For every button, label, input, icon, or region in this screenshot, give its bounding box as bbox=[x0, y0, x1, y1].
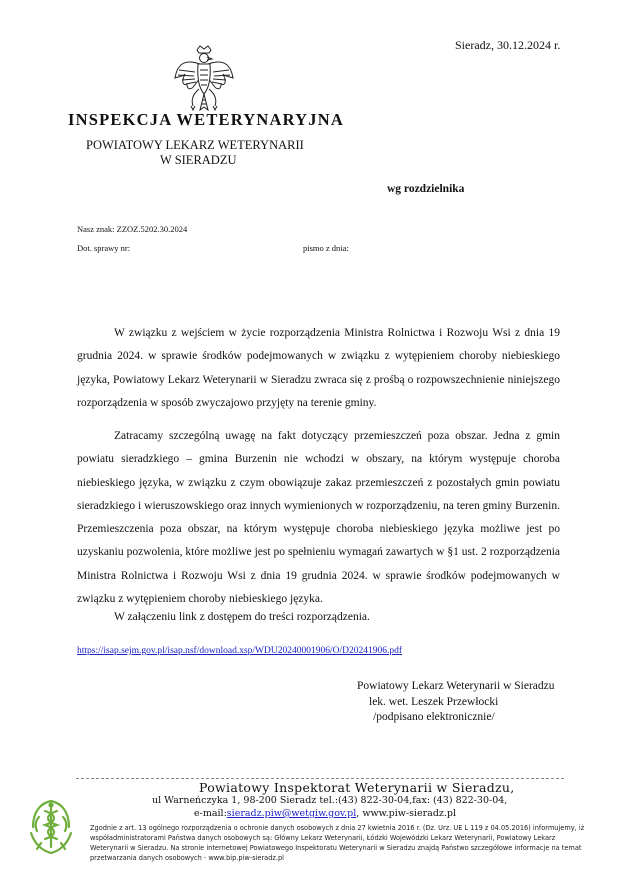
office-name-line2: W SIERADZU bbox=[160, 153, 237, 167]
case-number-label: Dot. sprawy nr: bbox=[77, 243, 131, 253]
document-date: Sieradz, 30.12.2024 r. bbox=[455, 38, 561, 52]
signature-title: Powiatowy Lekarz Weterynarii w Sieradzu bbox=[357, 680, 555, 692]
recipient: wg rozdzielnika bbox=[387, 183, 465, 195]
footer-website: , www.piw-sieradz.pl bbox=[356, 808, 457, 819]
signature-note: /podpisano elektronicznie/ bbox=[373, 711, 495, 723]
signature-block bbox=[357, 679, 555, 726]
letter-date-label: pismo z dnia: bbox=[303, 243, 349, 253]
footer-divider bbox=[76, 778, 564, 779]
gdpr-notice: Zgodnie z art. 13 ogólnego rozporządzenia o ochronie danych osobowych z dnia 27 kwietnia 2016 r. (Dz. Urz. UE L 119 z 04.05.2016) informujemy, iż współadministratorami Państwa danych osobowych są: Główny Lekarz Weterynarii, Łódzki Wojewódzki Lekarz Weterynarii, Powiatowy Lekarz Weterynarii w Sieradzu. Na stronie internetowej Powiatowego Inspektoratu Weterynarii w Sieradzu znajdą Państwo szczegółowe informacje na temat przetwarzania danych osobowych - www.bip.piw-sieradz.pl bbox=[90, 824, 585, 862]
institution-name: INSPEKCJA WETERYNARYJNA bbox=[68, 110, 344, 129]
footer-contact bbox=[194, 808, 456, 819]
body-paragraph-2 bbox=[77, 425, 560, 611]
paragraph-3-text: W załączeniu link z dostępem do treści rozporządzenia. bbox=[114, 611, 370, 623]
regulation-link[interactable]: https://isap.sejm.gov.pl/isap.nsf/download.xsp/WDU20240001906/O/D20241906.pdf bbox=[77, 646, 403, 656]
office-name-line1: POWIATOWY LEKARZ WETERYNARII bbox=[86, 138, 304, 152]
veterinary-inspection-logo-icon bbox=[25, 797, 77, 857]
paragraph-2-text: Zatracamy szczególną uwagę na fakt dotyczący przemieszczeń poza obszar. Jedna z gmin powiatu sieradzkiego – gmina Burzenin nie wchodzi w obszary, na którym występuje choroba niebieskiego języka, w związku z czym obowiązuje zakaz przemieszczeń z pozostałych gmin powiatu sieradzkiego i wieruszowskiego oraz innych wymienionych w rozporządzeniu, na teren gminy Burzenin. Przemieszczenia poza obszar, na którym występuje choroba niebieskiego języka możliwe jest po uzyskaniu pozwolenia, które możliwe jest po spełnieniu wymagań zawartych w §1 ust. 2 rozporządzenia Ministra Rolnictwa i Rozwoju Wsi z dnia 19 grudnia 2024. w sprawie środków podejmowanych w związku z wytępieniem choroby niebieskiego języka. bbox=[77, 430, 560, 606]
signature-name: lek. wet. Leszek Przewłocki bbox=[369, 695, 499, 708]
footer-email-link[interactable]: sieradz.piw@wetgiw.gov.pl bbox=[226, 808, 357, 819]
body-paragraph-3 bbox=[77, 606, 560, 629]
paragraph-1-text: W związku z wejściem w życie rozporządzenia Ministra Rolnictwa i Rozwoju Wsi z dnia 19 grudnia 2024. w sprawie środków podejmowanych w związku z wytępieniem choroby niebieskiego języka, Powiatowy Lekarz Weterynarii w Sieradzu zwraca się z prośbą o rozpowszechnienie niniejszego rozporządzenia w sposób zwyczajowo przyjęty na terenie gminy. bbox=[77, 327, 560, 409]
polish-eagle-emblem-icon bbox=[173, 44, 235, 114]
email-label: e-mail: bbox=[194, 808, 227, 819]
footer-address: ul Warneńczyka 1, 98-200 Sieradz tel.:(43) 822-30-04,fax: (43) 822-30-04, bbox=[152, 795, 508, 806]
body-paragraph-1 bbox=[77, 322, 560, 415]
our-reference: Nasz znak: ZZOZ.5202.30.2024 bbox=[77, 224, 188, 234]
footer-title: Powiatowy Inspektorat Weterynarii w Sieradzu, bbox=[199, 780, 515, 795]
